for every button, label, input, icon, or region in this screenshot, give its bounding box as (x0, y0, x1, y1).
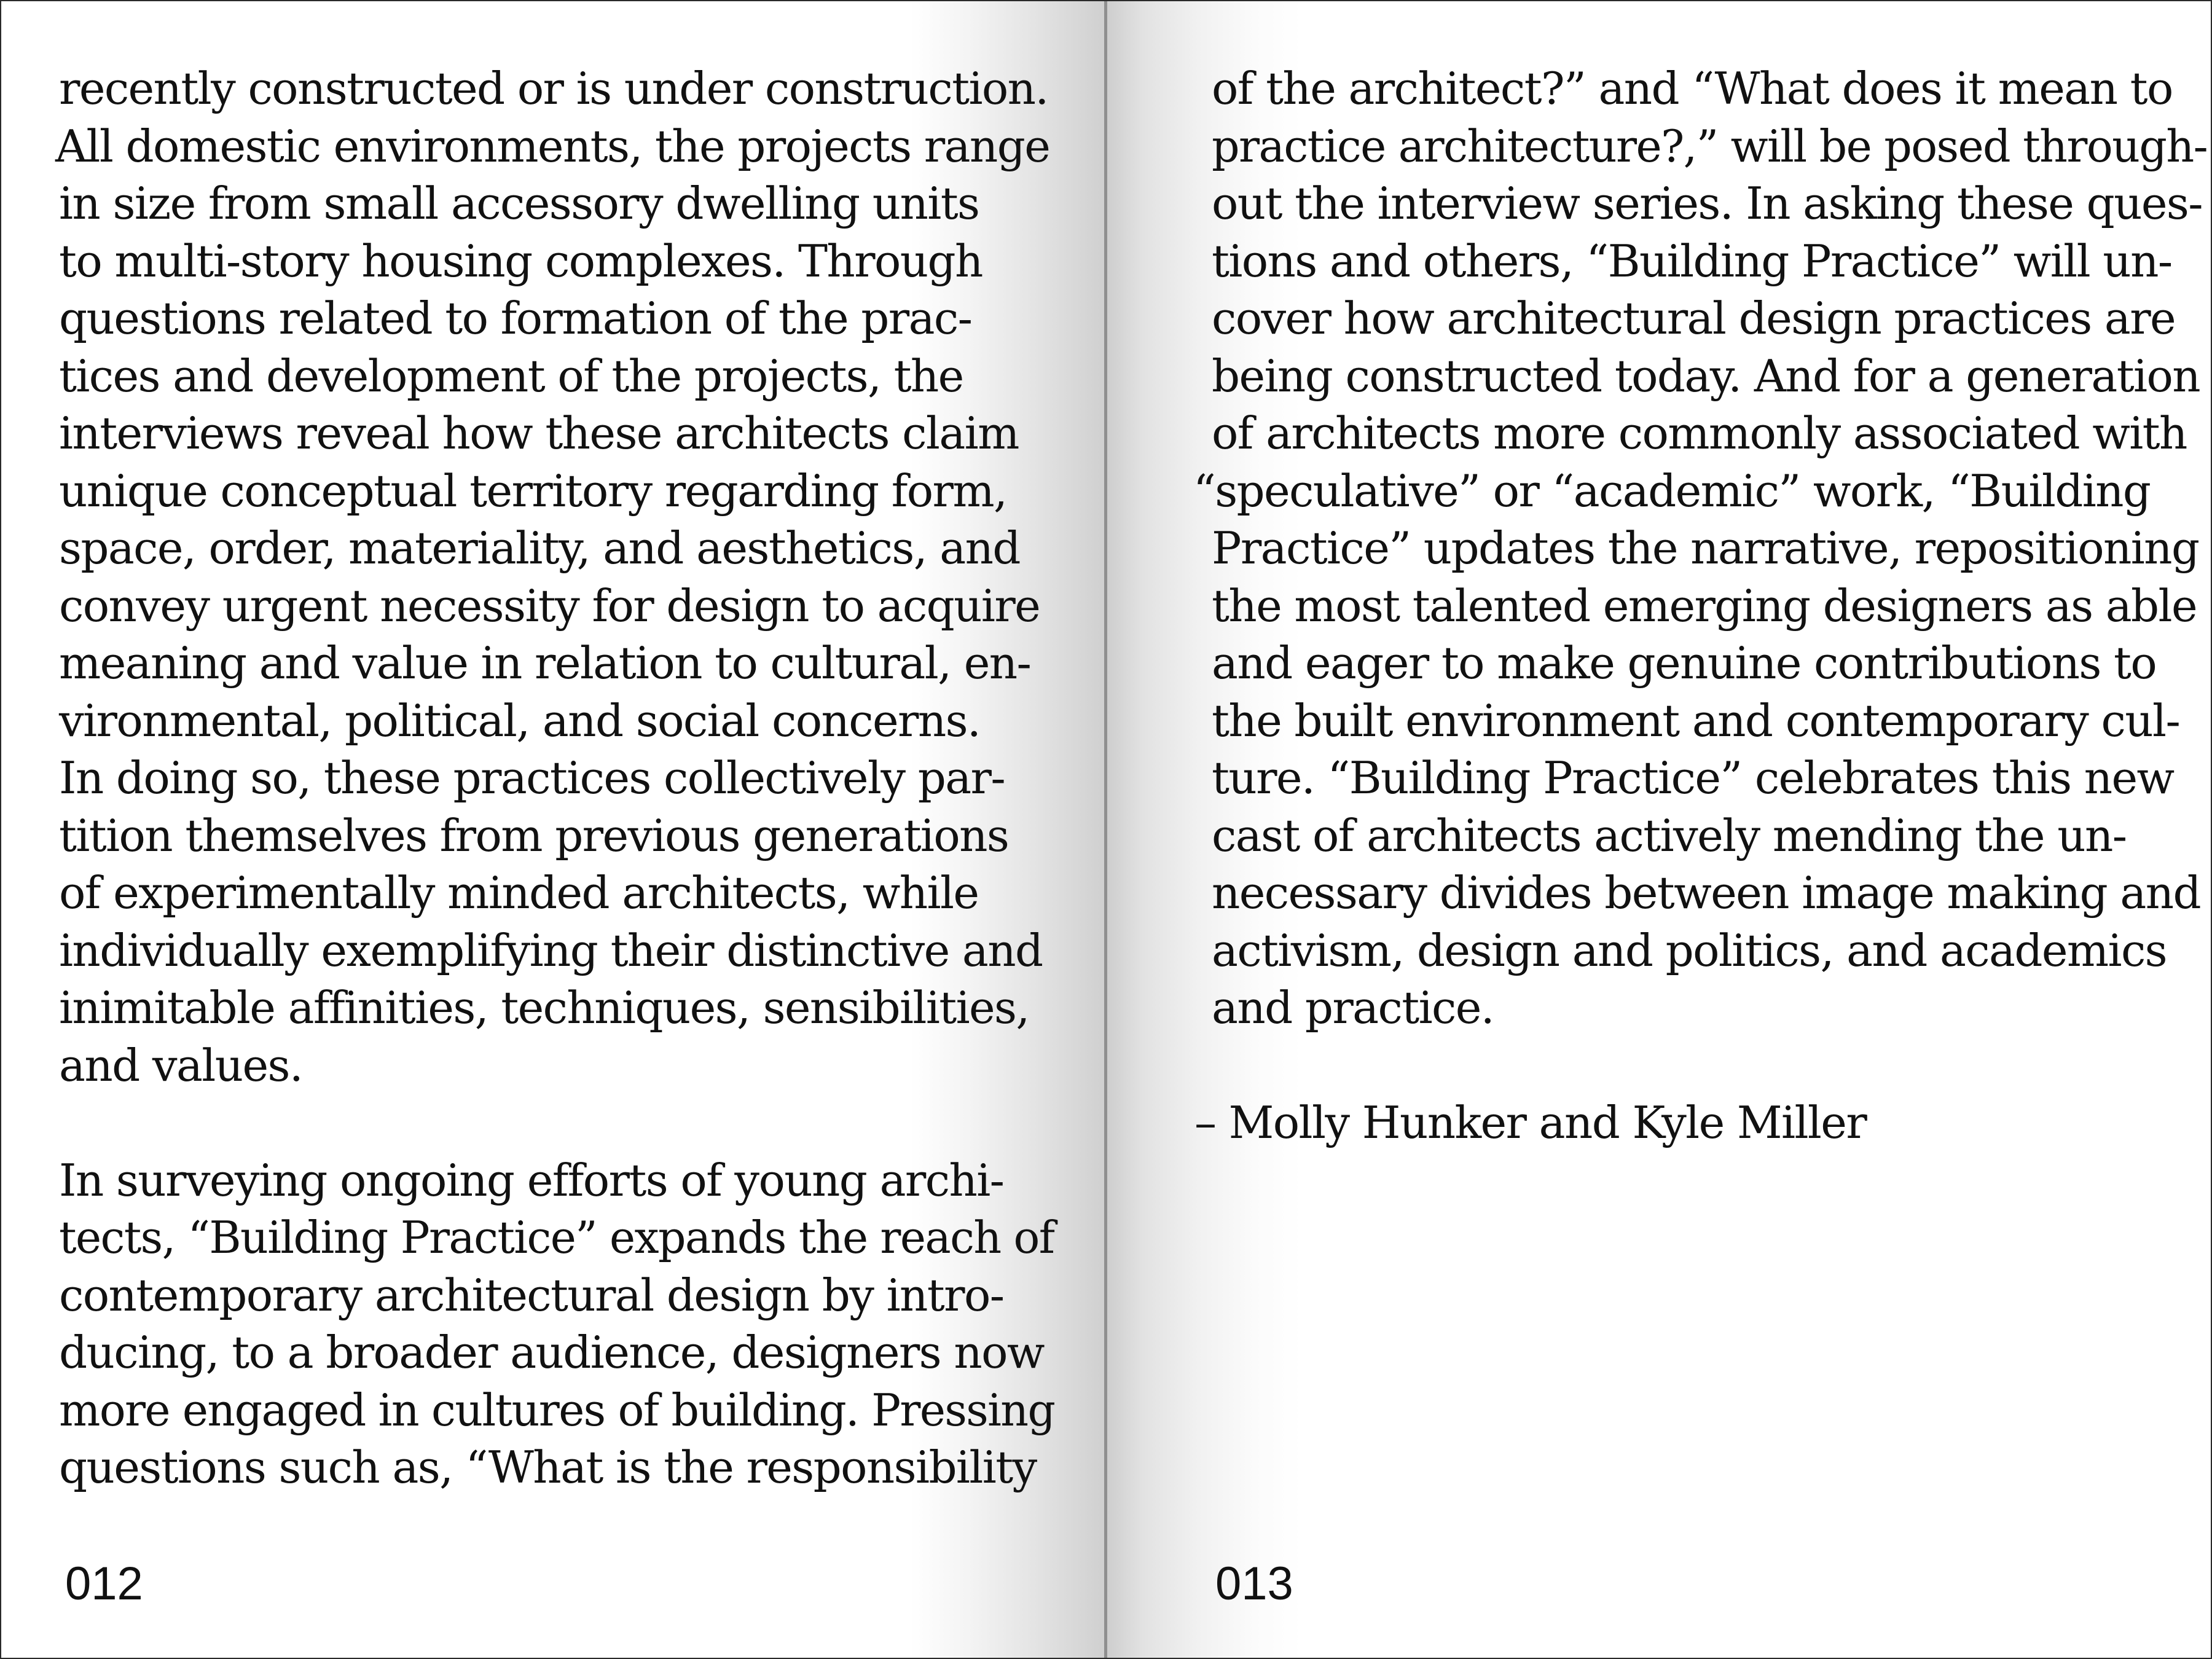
body-line: the most talented emerging designers as able (1212, 579, 2197, 632)
body-line: convey urgent necessity for design to acquire (59, 579, 1040, 632)
body-line: necessary divides between image making and (1212, 867, 2201, 919)
body-line: tions and others, “Building Practice” will un- (1212, 235, 2172, 287)
body-line: of the architect?” and “What does it mean to (1212, 63, 2173, 114)
paragraph-gap (59, 1094, 1067, 1152)
body-line: inimitable affinities, techniques, sensibilities, (59, 982, 1029, 1033)
page-number-right: 013 (1215, 1558, 1293, 1610)
body-line: contemporary architectural design by intro- (59, 1269, 1004, 1321)
body-line: activism, design and politics, and academics (1212, 924, 2167, 976)
body-line: tects, “Building Practice” expands the reach of (59, 1212, 1054, 1263)
body-line: cast of architects actively mending the un- (1212, 809, 2127, 861)
body-line: tition themselves from previous generations (59, 809, 1009, 861)
body-line: of architects more commonly associated with (1212, 407, 2187, 459)
body-line: In surveying ongoing efforts of young archi- (59, 1154, 1004, 1206)
body-line: more engaged in cultures of building. Pressing (59, 1384, 1055, 1436)
body-line: and values. (59, 1039, 303, 1091)
body-line: In doing so, these practices collectively par- (59, 752, 1005, 804)
body-line: space, order, materiality, and aesthetics, and (59, 522, 1020, 574)
body-line: vironmental, political, and social concerns. (59, 694, 981, 747)
body-line: All domestic environments, the projects range (55, 120, 1050, 172)
author-signature: – Molly Hunker and Kyle Miller (1194, 1097, 1867, 1148)
body-line: “speculative” or “academic” work, “Building (1193, 465, 2151, 517)
body-line: meaning and value in relation to cultural, en- (59, 637, 1031, 689)
body-line: questions such as, “What is the responsibility (59, 1441, 1037, 1493)
body-line: recently constructed or is under construction. (59, 63, 1048, 114)
body-line: the built environment and contemporary cul- (1212, 694, 2180, 747)
body-line: individually exemplifying their distinctive and (59, 924, 1043, 976)
page-number-left: 012 (65, 1558, 143, 1610)
body-line: to multi-story housing complexes. Through (59, 235, 982, 287)
body-line: questions related to formation of the prac- (59, 292, 972, 344)
body-line: Practice” updates the narrative, repositioning (1212, 522, 2199, 574)
body-line: practice architecture?,” will be posed through- (1212, 120, 2208, 172)
body-line: out the interview series. In asking these ques- (1212, 178, 2202, 229)
paragraph-gap (1212, 1037, 2211, 1095)
body-line: and eager to make genuine contributions to (1212, 637, 2157, 689)
right-page-body-text (1193, 60, 2211, 1152)
left-page-body-text (55, 60, 1067, 1497)
body-line: unique conceptual territory regarding form, (59, 465, 1007, 517)
body-line: tices and development of the projects, the (59, 350, 963, 402)
body-line: interviews reveal how these architects claim (59, 407, 1019, 459)
body-line: of experimentally minded architects, while (59, 867, 979, 919)
left-page (1, 1, 1106, 1658)
body-line: ture. “Building Practice” celebrates this new (1212, 752, 2174, 804)
body-line: being constructed today. And for a generation (1212, 350, 2200, 402)
body-line: and practice. (1212, 982, 1494, 1033)
body-line: in size from small accessory dwelling units (59, 178, 979, 229)
right-page (1106, 1, 2211, 1658)
book-gutter-fold (1104, 1, 1107, 1658)
body-line: ducing, to a broader audience, designers now (59, 1327, 1044, 1378)
body-line: cover how architectural design practices are (1212, 292, 2176, 344)
